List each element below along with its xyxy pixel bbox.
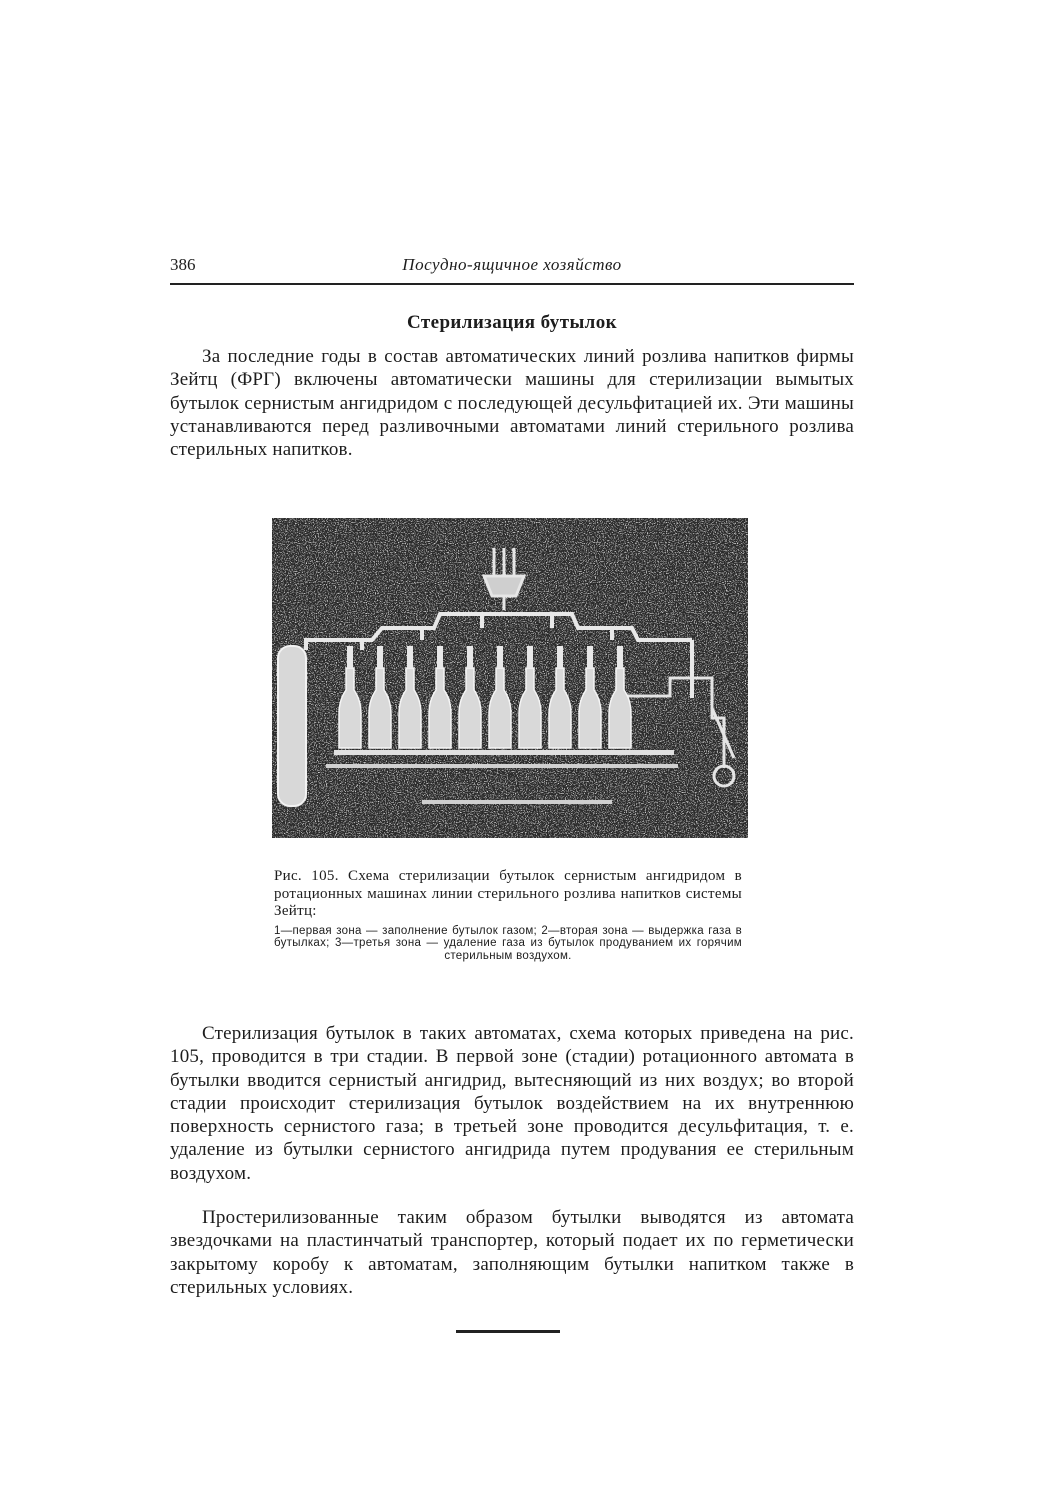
conveyor-rail-upper: [334, 750, 674, 755]
conveyor-rail-lower: [326, 764, 678, 768]
gas-nozzle: [347, 646, 353, 668]
gas-cylinder: [278, 646, 306, 806]
gas-nozzle: [497, 646, 503, 668]
gas-nozzle: [557, 646, 563, 668]
paragraph-intro: За последние годы в состав автоматических линий розлива напитков фирмы Зейтц (ФРГ) включены автоматически машины для стерилизации вымытых бутылок сернистым ангидридом с последующей десульфитацией их. Эти машины устанавливаются перед разливочными автоматами линий стерильного розлива стерильных напитков.: [170, 346, 854, 461]
figure-caption-legend: 1—первая зона — заполнение бутылок газом; 2—вторая зона — выдержка газа в бутылках; 3—третья зона — удаление газа из бутылок продуванием их горячим стерильным воздухом.: [274, 924, 742, 962]
transport-rail: [422, 800, 612, 804]
gas-nozzle: [617, 646, 623, 668]
page-header: [170, 255, 854, 285]
end-of-section-rule: [456, 1330, 560, 1333]
gas-nozzle: [437, 646, 443, 668]
running-title: Посудно-ящичное хозяйство: [402, 255, 622, 274]
section-title: Стерилизация бутылок: [407, 312, 617, 333]
page-number: 386: [170, 255, 196, 274]
figure-caption-title: Рис. 105. Схема стерилизации бутылок сернистым ангидридом в ротационных машинах линии стерильного розлива напитков системы Зейтц:: [274, 868, 742, 919]
paragraph-process: Стерилизация бутылок в таких автоматах, схема которых приведена на рис. 105, проводится в три стадии. В первой зоне (стадии) ротационного автомата в бутылки вводится сернистый ангидрид, вытесняющий из них воздух; во второй стадии происходит стерилизация бутылок воздействием на их внутреннюю поверхность сернистого газа; в третьей зоне проводится десульфитация, т. е. удаление из бутылки сернистого ангидрида путем продувания ее стерильным воздухом.: [170, 1023, 854, 1184]
gas-nozzle: [407, 646, 413, 668]
gas-nozzle: [587, 646, 593, 668]
figure-sterilization-scheme: [272, 518, 748, 838]
figure-caption: [274, 868, 742, 962]
gas-nozzle: [467, 646, 473, 668]
sterilization-machine-illustration: [272, 518, 748, 838]
gas-nozzle: [377, 646, 383, 668]
gas-nozzle: [527, 646, 533, 668]
paragraph-output: Простерилизованные таким образом бутылки выводятся из автомата звездочками на пластинчатый транспортер, который подает их по герметически закрытому коробу к автоматам, заполняющим бутылки напитком также в стерильных условиях.: [170, 1207, 854, 1298]
